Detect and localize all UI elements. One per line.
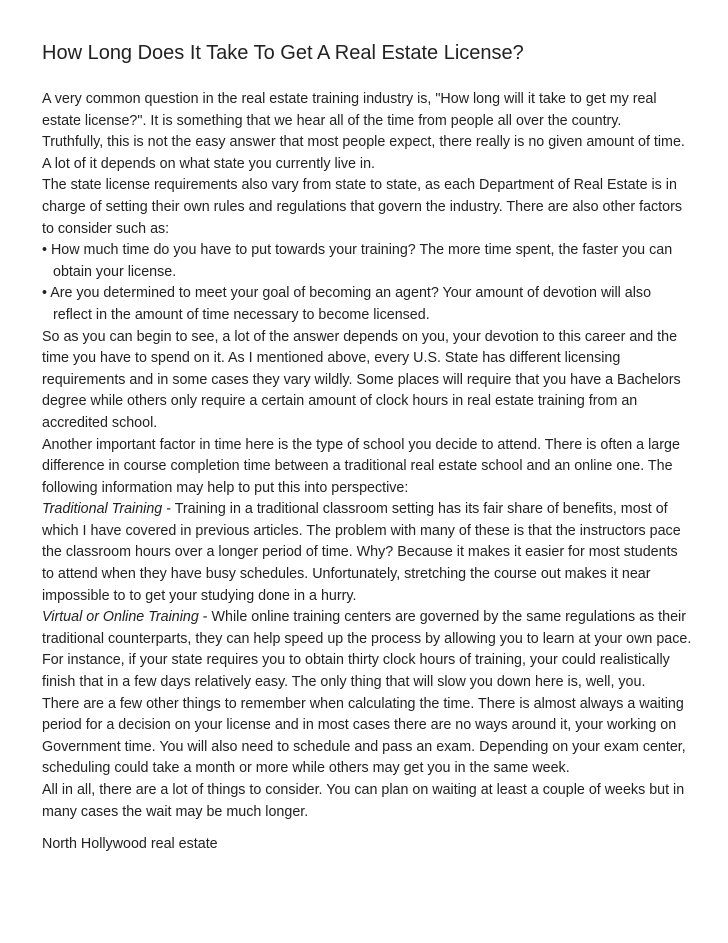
paragraph-state-requirements: The state license requirements also vary from state to state, as each Department of Real Estate is in charge of setting their own rules and regulations that govern the industry. There are also other factors to consider such as: (42, 177, 683, 237)
footer-link-text: North Hollywood real estate (42, 836, 218, 853)
online-training-label: Virtual or Online Training (42, 609, 199, 626)
document-page (42, 40, 692, 856)
traditional-training-label: Traditional Training (42, 501, 163, 518)
paragraph-school-type: Another important factor in time here is the type of school you decide to attend. There is often a large difference in course completion time between a traditional real estate school and an online one. The following information may help to put this into perspective: (42, 436, 680, 496)
online-training-text: - While online training centers are governed by the same regulations as their traditional counterparts, they can help speed up the process by allowing you to learn at your own pace. For instance, if your state requires you to obtain thirty clock hours of training, your could realistically finish that in a few days relatively easy. The only thing that will slow you down here is, well, you. (42, 609, 692, 691)
paragraph-conclusion: All in all, there are a lot of things to consider. You can plan on waiting at least a couple of weeks but in many cases the wait may be much longer. (42, 782, 685, 820)
paragraph-waiting-period: There are a few other things to remember when calculating the time. There is almost always a waiting period for a decision on your license and in most cases there are no ways around it, your working on Government time. You will also need to schedule and pass an exam. Depending on your exam center, scheduling could take a month or more while others may get you in the same week. (42, 695, 686, 777)
paragraph-truthfully: Truthfully, this is not the easy answer that most people expect, there really is no given amount of time. A lot of it depends on what state you currently live in. (42, 134, 685, 172)
paragraph-traditional-training (42, 499, 692, 607)
paragraph-online-training (42, 607, 692, 693)
bullet-item-time: • How much time do you have to put towards your training? The more time spent, the faster you can obtain your license. (42, 242, 673, 280)
paragraph-devotion: So as you can begin to see, a lot of the answer depends on you, your devotion to this career and the time you have to spend on it. As I mentioned above, every U.S. State has different licensing requirements and in some cases they vary wildly. Some places will require that you have a Bachelors degree while others only require a certain amount of clock hours in real estate training from an accredited school. (42, 328, 681, 431)
traditional-training-text: - Training in a traditional classroom setting has its fair share of benefits, most of which I have covered in previous articles. The problem with many of these is that the instructors pace the classroom hours over a longer period of time. Why? Because it makes it easier for most students to attend when they have busy schedules. Unfortunately, stretching the course out makes it near impossible to to get your studying done in a hurry. (42, 501, 681, 604)
page-title: How Long Does It Take To Get A Real Estate License? (42, 42, 524, 64)
bullet-item-determination: • Are you determined to meet your goal of becoming an agent? Your amount of devotion will also reflect in the amount of time necessary to become licensed. (42, 285, 652, 323)
paragraph-intro: A very common question in the real estate training industry is, "How long will it take to get my real estate license?". It is something that we hear all of the time from people all over the country. (42, 91, 657, 129)
